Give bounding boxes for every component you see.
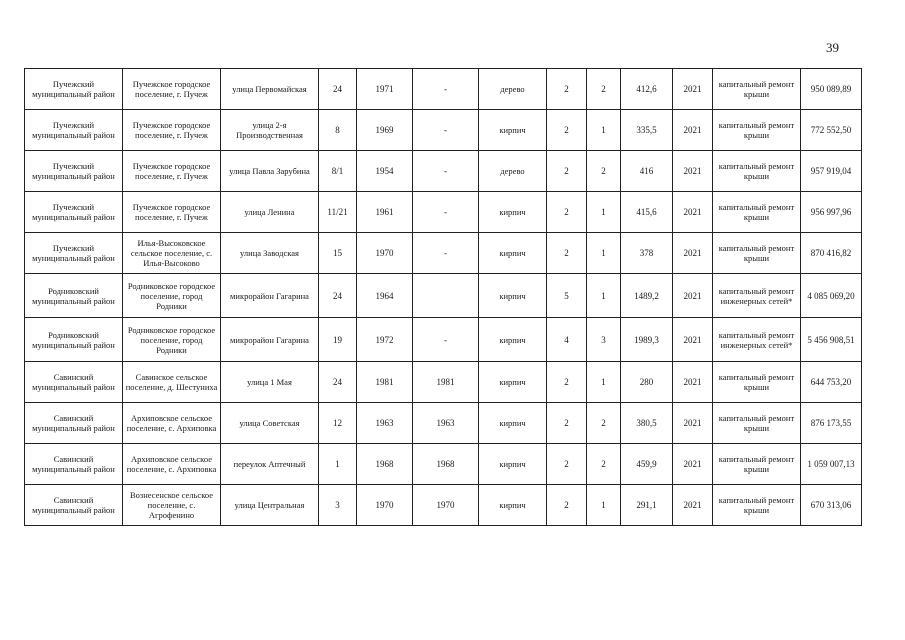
cell-entrances: 1 (587, 274, 621, 318)
cell-build-year: 1968 (357, 444, 413, 485)
page-number: 39 (826, 40, 839, 55)
cell-build-year: 1970 (357, 485, 413, 526)
cell-repair-year: 2021 (673, 274, 713, 318)
cell-work-type: капитальный ремонт крыши (713, 403, 801, 444)
cell-settlement: Савинское сельское поселение, д. Шестуниха (123, 362, 221, 403)
cell-house-number: 12 (319, 403, 357, 444)
cell-district: Савинский муниципальный район (25, 362, 123, 403)
table-row (25, 151, 862, 192)
cell-settlement: Пучежское городское поселение, г. Пучеж (123, 110, 221, 151)
cell-settlement: Пучежское городское поселение, г. Пучеж (123, 151, 221, 192)
cell-entrances: 2 (587, 444, 621, 485)
cell-district: Пучежский муниципальный район (25, 69, 123, 110)
cell-settlement: Родниковское городское поселение, город Родники (123, 274, 221, 318)
cell-reconstruction-year: 1970 (413, 485, 479, 526)
cell-build-year: 1963 (357, 403, 413, 444)
cell-repair-year: 2021 (673, 192, 713, 233)
cell-entrances: 2 (587, 151, 621, 192)
cell-area: 1989,3 (621, 318, 673, 362)
cell-street: микрорайон Гагарина (221, 274, 319, 318)
cell-work-type: капитальный ремонт крыши (713, 192, 801, 233)
cell-house-number: 3 (319, 485, 357, 526)
cell-wall-material: кирпич (479, 444, 547, 485)
cell-cost: 956 997,96 (801, 192, 862, 233)
cell-entrances: 1 (587, 192, 621, 233)
cell-district: Родниковский муниципальный район (25, 274, 123, 318)
cell-street: улица 2-я Производственная (221, 110, 319, 151)
table-row (25, 362, 862, 403)
cell-wall-material: дерево (479, 69, 547, 110)
cell-floors: 2 (547, 192, 587, 233)
cell-floors: 2 (547, 362, 587, 403)
cell-repair-year: 2021 (673, 318, 713, 362)
cell-build-year: 1969 (357, 110, 413, 151)
cell-area: 412,6 (621, 69, 673, 110)
cell-entrances: 1 (587, 233, 621, 274)
cell-entrances: 1 (587, 485, 621, 526)
cell-wall-material: кирпич (479, 233, 547, 274)
cell-street: микрорайон Гагарина (221, 318, 319, 362)
cell-house-number: 8/1 (319, 151, 357, 192)
cell-area: 378 (621, 233, 673, 274)
cell-district: Пучежский муниципальный район (25, 110, 123, 151)
cell-floors: 2 (547, 233, 587, 274)
cell-build-year: 1971 (357, 69, 413, 110)
cell-work-type: капитальный ремонт крыши (713, 362, 801, 403)
cell-build-year: 1961 (357, 192, 413, 233)
cell-work-type: капитальный ремонт крыши (713, 151, 801, 192)
cell-cost: 950 089,89 (801, 69, 862, 110)
cell-house-number: 24 (319, 362, 357, 403)
cell-cost: 772 552,50 (801, 110, 862, 151)
cell-reconstruction-year: - (413, 192, 479, 233)
cell-reconstruction-year: 1968 (413, 444, 479, 485)
cell-repair-year: 2021 (673, 403, 713, 444)
cell-area: 335,5 (621, 110, 673, 151)
cell-reconstruction-year: 1981 (413, 362, 479, 403)
cell-floors: 2 (547, 151, 587, 192)
cell-area: 1489,2 (621, 274, 673, 318)
cell-build-year: 1954 (357, 151, 413, 192)
table-row (25, 403, 862, 444)
cell-settlement: Пучежское городское поселение, г. Пучеж (123, 192, 221, 233)
cell-floors: 2 (547, 485, 587, 526)
cell-district: Пучежский муниципальный район (25, 233, 123, 274)
cell-house-number: 8 (319, 110, 357, 151)
cell-street: улица Первомайская (221, 69, 319, 110)
cell-repair-year: 2021 (673, 362, 713, 403)
cell-wall-material: кирпич (479, 362, 547, 403)
cell-district: Савинский муниципальный район (25, 444, 123, 485)
table-row (25, 274, 862, 318)
cell-wall-material: кирпич (479, 318, 547, 362)
cell-floors: 2 (547, 110, 587, 151)
cell-street: улица Центральная (221, 485, 319, 526)
cell-house-number: 15 (319, 233, 357, 274)
cell-area: 291,1 (621, 485, 673, 526)
cell-work-type: капитальный ремонт крыши (713, 69, 801, 110)
cell-floors: 2 (547, 69, 587, 110)
cell-street: улица Ленина (221, 192, 319, 233)
cell-entrances: 2 (587, 403, 621, 444)
cell-street: переулок Аптечный (221, 444, 319, 485)
cell-reconstruction-year (413, 274, 479, 318)
cell-reconstruction-year: - (413, 69, 479, 110)
cell-build-year: 1972 (357, 318, 413, 362)
cell-area: 415,6 (621, 192, 673, 233)
cell-work-type: капитальный ремонт инженерных сетей* (713, 318, 801, 362)
cell-cost: 4 085 069,20 (801, 274, 862, 318)
cell-district: Савинский муниципальный район (25, 485, 123, 526)
table-row (25, 485, 862, 526)
cell-house-number: 19 (319, 318, 357, 362)
cell-area: 459,9 (621, 444, 673, 485)
cell-work-type: капитальный ремонт крыши (713, 485, 801, 526)
cell-work-type: капитальный ремонт крыши (713, 110, 801, 151)
cell-repair-year: 2021 (673, 444, 713, 485)
cell-district: Пучежский муниципальный район (25, 151, 123, 192)
cell-wall-material: кирпич (479, 110, 547, 151)
cell-reconstruction-year: 1963 (413, 403, 479, 444)
cell-street: улица Павла Зарубина (221, 151, 319, 192)
table-row (25, 233, 862, 274)
cell-entrances: 1 (587, 110, 621, 151)
cell-repair-year: 2021 (673, 151, 713, 192)
cell-wall-material: кирпич (479, 192, 547, 233)
cell-settlement: Илья-Высоковское сельское поселение, с. Илья-Высоково (123, 233, 221, 274)
cell-reconstruction-year: - (413, 151, 479, 192)
cell-settlement: Архиповское сельское поселение, с. Архиповка (123, 444, 221, 485)
cell-entrances: 3 (587, 318, 621, 362)
cell-house-number: 1 (319, 444, 357, 485)
cell-street: улица Заводская (221, 233, 319, 274)
cell-street: улица Советская (221, 403, 319, 444)
cell-floors: 2 (547, 444, 587, 485)
cell-reconstruction-year: - (413, 110, 479, 151)
cell-cost: 870 416,82 (801, 233, 862, 274)
cell-floors: 5 (547, 274, 587, 318)
cell-wall-material: дерево (479, 151, 547, 192)
cell-wall-material: кирпич (479, 403, 547, 444)
cell-entrances: 2 (587, 69, 621, 110)
cell-cost: 644 753,20 (801, 362, 862, 403)
cell-house-number: 11/21 (319, 192, 357, 233)
cell-repair-year: 2021 (673, 110, 713, 151)
cell-district: Савинский муниципальный район (25, 403, 123, 444)
cell-street: улица 1 Мая (221, 362, 319, 403)
cell-district: Родниковский муниципальный район (25, 318, 123, 362)
table-row (25, 110, 862, 151)
cell-cost: 1 059 007,13 (801, 444, 862, 485)
table-row (25, 69, 862, 110)
cell-area: 416 (621, 151, 673, 192)
cell-cost: 957 919,04 (801, 151, 862, 192)
cell-floors: 2 (547, 403, 587, 444)
cell-area: 280 (621, 362, 673, 403)
cell-work-type: капитальный ремонт инженерных сетей* (713, 274, 801, 318)
cell-settlement: Пучежское городское поселение, г. Пучеж (123, 69, 221, 110)
cell-cost: 5 456 908,51 (801, 318, 862, 362)
cell-settlement: Родниковское городское поселение, город Родники (123, 318, 221, 362)
cell-settlement: Архиповское сельское поселение, с. Архиповка (123, 403, 221, 444)
cell-work-type: капитальный ремонт крыши (713, 233, 801, 274)
table-row (25, 318, 862, 362)
cell-area: 380,5 (621, 403, 673, 444)
cell-wall-material: кирпич (479, 274, 547, 318)
cell-repair-year: 2021 (673, 69, 713, 110)
cell-repair-year: 2021 (673, 233, 713, 274)
cell-reconstruction-year: - (413, 233, 479, 274)
table-row (25, 444, 862, 485)
cell-work-type: капитальный ремонт крыши (713, 444, 801, 485)
cell-cost: 876 173,55 (801, 403, 862, 444)
cell-wall-material: кирпич (479, 485, 547, 526)
cell-reconstruction-year: - (413, 318, 479, 362)
cell-build-year: 1964 (357, 274, 413, 318)
cell-repair-year: 2021 (673, 485, 713, 526)
cell-build-year: 1970 (357, 233, 413, 274)
cell-settlement: Вознесенское сельское поселение, с. Агрофенино (123, 485, 221, 526)
cell-build-year: 1981 (357, 362, 413, 403)
table-row (25, 192, 862, 233)
cell-house-number: 24 (319, 69, 357, 110)
repair-table (24, 68, 862, 526)
cell-cost: 670 313,06 (801, 485, 862, 526)
cell-floors: 4 (547, 318, 587, 362)
cell-district: Пучежский муниципальный район (25, 192, 123, 233)
cell-house-number: 24 (319, 274, 357, 318)
cell-entrances: 1 (587, 362, 621, 403)
